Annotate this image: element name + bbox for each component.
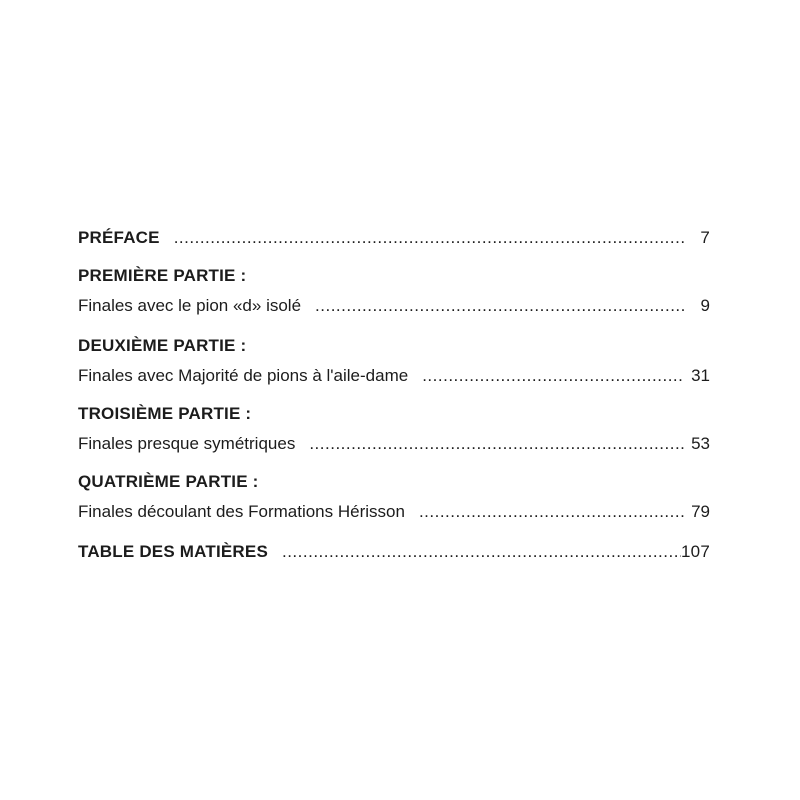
toc-entry-table-des-matieres <box>78 542 710 562</box>
toc-heading-label: TROISIÈME PARTIE : <box>78 404 252 423</box>
toc-entry-page: 9 <box>700 296 710 315</box>
toc-heading-part-1 <box>78 266 710 286</box>
toc-heading-part-3 <box>78 404 710 424</box>
dot-leader <box>309 434 684 454</box>
dot-leader <box>282 542 681 562</box>
dot-leader <box>174 228 684 248</box>
toc-entry-label: Finales avec Majorité de pions à l'aile-dame <box>78 366 409 385</box>
toc-heading-part-2 <box>78 336 710 356</box>
toc-entry-label: TABLE DES MATIÈRES <box>78 542 268 561</box>
toc-entry-part-1 <box>78 296 710 316</box>
toc-entry-part-2 <box>78 366 710 386</box>
toc-entry-page: 79 <box>691 502 710 521</box>
toc-entry-label: Finales découlant des Formations Hérisson <box>78 502 405 521</box>
toc-entry-part-4 <box>78 502 710 522</box>
dot-leader <box>419 502 684 522</box>
toc-entry-part-3 <box>78 434 710 454</box>
toc-entry-preface <box>78 228 710 248</box>
table-of-contents <box>78 0 710 800</box>
dot-leader <box>315 296 684 316</box>
toc-heading-label: DEUXIÈME PARTIE : <box>78 336 247 355</box>
toc-heading-label: PREMIÈRE PARTIE : <box>78 266 247 285</box>
toc-entry-page: 53 <box>691 434 710 453</box>
toc-entry-page: 7 <box>700 228 710 247</box>
toc-entry-page: 31 <box>691 366 710 385</box>
dot-leader <box>422 366 684 386</box>
toc-heading-part-4 <box>78 472 710 492</box>
toc-entry-page: 107 <box>681 542 710 561</box>
toc-entry-label: Finales avec le pion «d» isolé <box>78 296 302 315</box>
toc-entry-label: PRÉFACE <box>78 228 160 247</box>
toc-heading-label: QUATRIÈME PARTIE : <box>78 472 259 491</box>
toc-entry-label: Finales presque symétriques <box>78 434 296 453</box>
